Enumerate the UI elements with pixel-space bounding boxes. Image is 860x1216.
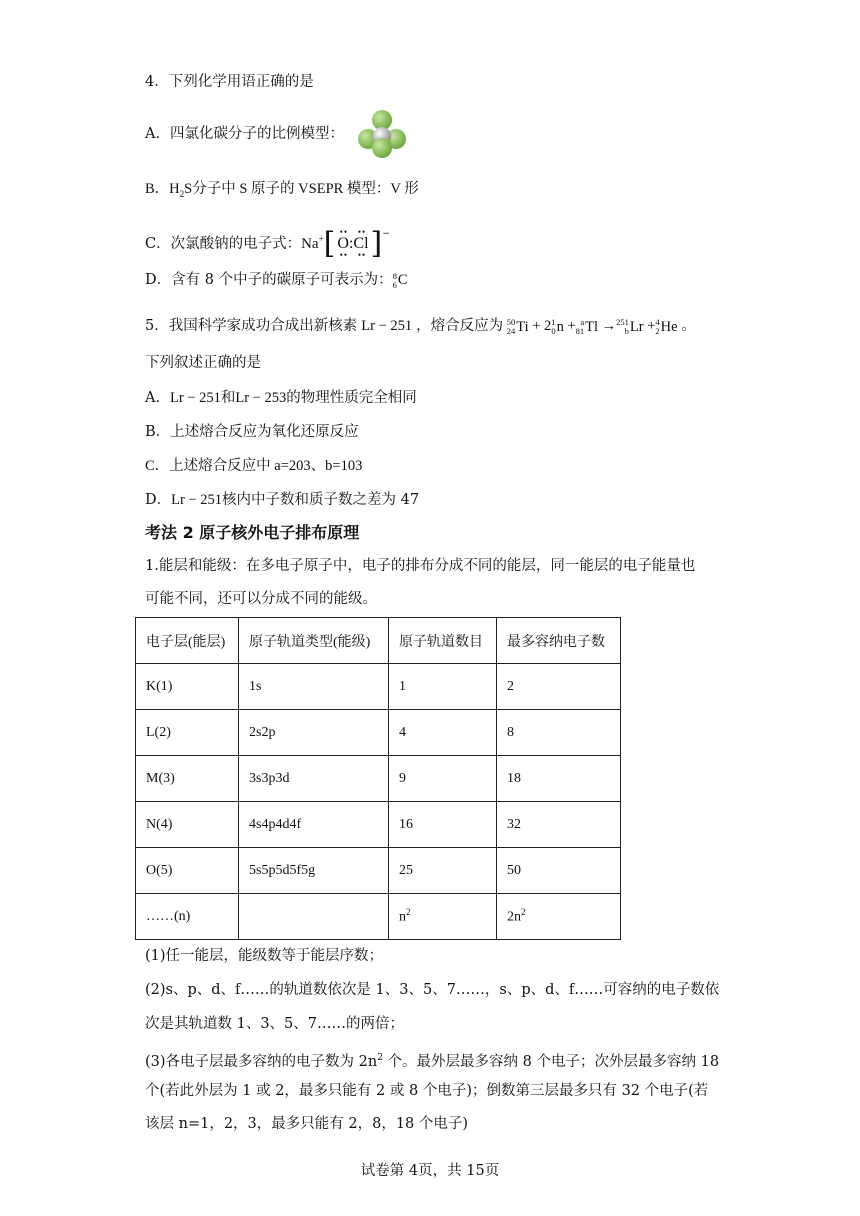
table-header-row bbox=[136, 618, 621, 664]
carbon-nuclide: 8 6 C bbox=[392, 270, 408, 290]
table-cell: N(4) bbox=[136, 802, 239, 848]
table-header: 电子层(能层) bbox=[136, 618, 239, 664]
table-cell: 2 bbox=[497, 664, 621, 710]
q4-stem: 4．下列化学用语正确的是 bbox=[145, 74, 314, 90]
fusion-equation: 50 24 Ti + 2 1 0 n + a 81 Tl → 251 b Lr + 4 2 He bbox=[506, 317, 678, 337]
table-cell: K(1) bbox=[136, 664, 239, 710]
table-cell: 1 bbox=[389, 664, 497, 710]
table-cell: 4s4p4d4f bbox=[239, 802, 389, 848]
paragraph-energy-levels-2: 可能不同，还可以分成不同的能级。 bbox=[145, 591, 377, 607]
q5-option-a: A．Lr − 251和Lr − 253的物理性质完全相同 bbox=[145, 390, 417, 406]
table-cell: 50 bbox=[497, 848, 621, 894]
note-1: (1)任一能层，能级数等于能层序数； bbox=[145, 948, 384, 964]
q5-stem: 5．我国科学家成功合成出新核素 Lr − 251 ，熔合反应为 50 24 Ti + 2 1 0 n + a 81 Tl → 251 b Lr + 4 2 He 。 bbox=[145, 317, 696, 337]
table-cell: ……(n) bbox=[136, 894, 239, 940]
table-cell: 16 bbox=[389, 802, 497, 848]
page-footer: 试卷第 4页，共 15页 bbox=[360, 1163, 500, 1179]
table-cell: 18 bbox=[497, 756, 621, 802]
table-cell: 4 bbox=[389, 710, 497, 756]
note-3-line-3: 该层 n=1，2，3，最多只能有 2，8，18 个电子) bbox=[145, 1116, 469, 1132]
table-row bbox=[136, 894, 621, 940]
table-cell: 25 bbox=[389, 848, 497, 894]
table-cell: O(5) bbox=[136, 848, 239, 894]
table-cell: 5s5p5d5f5g bbox=[239, 848, 389, 894]
paragraph-energy-levels-1: 1.能层和能级：在多电子原子中，电子的排布分成不同的能层，同一能层的电子能量也 bbox=[145, 558, 696, 574]
note-3-line-2: 个(若此外层为 1 或 2，最多只能有 2 或 8 个电子)；倒数第三层最多只有 32 个电子(若 bbox=[145, 1083, 709, 1099]
table-cell: $2n^2$ bbox=[497, 894, 621, 940]
table-header: 原子轨道数目 bbox=[389, 618, 497, 664]
table-cell: 1s bbox=[239, 664, 389, 710]
left-bracket: [ bbox=[323, 226, 336, 261]
q5-ask: 下列叙述正确的是 bbox=[145, 355, 261, 371]
q5-option-c: C．上述熔合反应中 a=203、b=103 bbox=[145, 458, 363, 474]
table-cell: L(2) bbox=[136, 710, 239, 756]
ccl4-space-filling-model-icon bbox=[356, 109, 408, 159]
q5-option-d: D．Lr − 251核内中子数和质子数之差为 47 bbox=[145, 492, 420, 508]
q4-option-b: B．$H_2S$分子中 S 原子的 VSEPR 模型：V 形 bbox=[145, 181, 419, 199]
note-2-line-1: (2)s、p、d、f……的轨道数依次是 1、3、5、7……，s、p、d、f……可容纳的电子数依 bbox=[145, 982, 720, 998]
table-header: 最多容纳电子数 bbox=[497, 618, 621, 664]
note-3-line-1: (3)各电子层最多容纳的电子数为 $2n^2$ 个。最外层最多容纳 8 个电子；次外层最多容纳 18 bbox=[145, 1053, 720, 1070]
q5-option-b: B．上述熔合反应为氧化还原反应 bbox=[145, 424, 359, 440]
section-title: 考法 2 原子核外电子排布原理 bbox=[145, 523, 360, 542]
table-cell: 3s3p3d bbox=[239, 756, 389, 802]
right-bracket: ] bbox=[370, 226, 383, 261]
table-cell: $n^2$ bbox=[389, 894, 497, 940]
table-cell: 32 bbox=[497, 802, 621, 848]
table-row bbox=[136, 802, 621, 848]
electron-shell-table bbox=[135, 617, 621, 940]
hypochlorite-electron-dot: •• •• O:Cl •• •• bbox=[337, 227, 369, 260]
table-row bbox=[136, 756, 621, 802]
table-cell: 8 bbox=[497, 710, 621, 756]
table-cell bbox=[239, 894, 389, 940]
sodium-ion: Na+ bbox=[301, 234, 324, 252]
q4-option-a: A．四氯化碳分子的比例模型： bbox=[145, 126, 344, 142]
q4-option-d: D．含有 8 个中子的碳原子可表示为： 8 6 C bbox=[145, 270, 408, 290]
table-row bbox=[136, 664, 621, 710]
table-cell: 2s2p bbox=[239, 710, 389, 756]
table-cell: 9 bbox=[389, 756, 497, 802]
table-row bbox=[136, 848, 621, 894]
note-2-line-2: 次是其轨道数 1、3、5、7……的两倍； bbox=[145, 1016, 405, 1032]
table-header: 原子轨道类型(能级) bbox=[239, 618, 389, 664]
q4-option-c: C．次氯酸钠的电子式：Na+[ •• •• O:Cl •• •• ]− bbox=[145, 226, 390, 261]
table-cell: M(3) bbox=[136, 756, 239, 802]
table-row bbox=[136, 710, 621, 756]
